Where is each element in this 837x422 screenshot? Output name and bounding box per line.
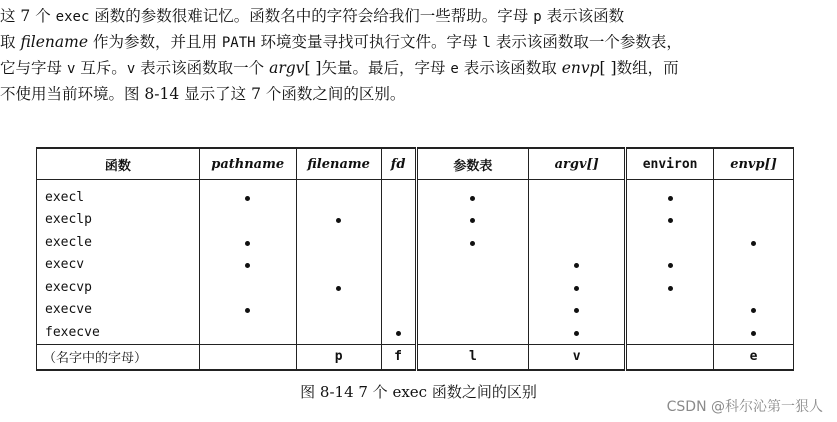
mark-cell xyxy=(529,276,626,299)
mark-cell xyxy=(381,321,416,344)
bullet-dot xyxy=(668,263,673,268)
text: 它与字母 xyxy=(0,59,67,77)
mark-cell xyxy=(381,231,416,254)
code-path: PATH xyxy=(221,35,256,51)
bullet-dot xyxy=(574,308,579,313)
footer-cell: f xyxy=(381,344,416,370)
header-function: 函数 xyxy=(37,148,200,180)
mark-cell xyxy=(296,209,381,232)
code-letter-e: e xyxy=(450,61,459,77)
footer-cell: e xyxy=(714,344,794,370)
function-name: execl xyxy=(37,180,200,209)
mark-cell xyxy=(199,299,296,322)
bullet-dot xyxy=(470,218,475,223)
header-environ: environ xyxy=(626,148,714,180)
mark-cell xyxy=(199,231,296,254)
function-name: fexecve xyxy=(37,321,200,344)
mark-cell xyxy=(416,231,529,254)
bullet-dot xyxy=(668,218,673,223)
bullet-dot xyxy=(336,286,341,291)
mark-cell xyxy=(626,254,714,277)
mark-cell xyxy=(714,276,794,299)
term-filename: filename xyxy=(20,33,89,51)
function-name: execvp xyxy=(37,276,200,299)
text: [ ]数组，而 xyxy=(599,59,679,77)
mark-cell xyxy=(296,299,381,322)
code-letter-l: l xyxy=(482,35,491,51)
bullet-dot xyxy=(336,218,341,223)
mark-cell xyxy=(296,254,381,277)
mark-cell xyxy=(381,180,416,209)
text: 环境变量寻找可执行文件。字母 xyxy=(255,33,483,51)
mark-cell xyxy=(714,299,794,322)
watermark: CSDN @科尔沁第一狠人 xyxy=(666,399,823,415)
mark-cell xyxy=(529,321,626,344)
text: 表示该函数取 xyxy=(458,59,562,77)
figure-caption: 图 8-14 7 个 exec 函数之间的区别 xyxy=(300,383,537,401)
mark-cell xyxy=(714,231,794,254)
mark-cell xyxy=(296,180,381,209)
mark-cell xyxy=(296,276,381,299)
table-body xyxy=(37,180,794,345)
mark-cell xyxy=(199,209,296,232)
bullet-dot xyxy=(470,241,475,246)
mark-cell xyxy=(529,254,626,277)
mark-cell xyxy=(529,299,626,322)
mark-cell xyxy=(529,180,626,209)
footer-cell: l xyxy=(416,344,529,370)
text: 作为参数，并且用 xyxy=(88,33,222,51)
bullet-dot xyxy=(751,308,756,313)
footer-cell xyxy=(626,344,714,370)
mark-cell xyxy=(296,231,381,254)
mark-cell xyxy=(381,299,416,322)
header-arg-list: 参数表 xyxy=(416,148,529,180)
header-fd: fd xyxy=(381,148,416,180)
mark-cell xyxy=(626,180,714,209)
mark-cell xyxy=(416,254,529,277)
bullet-dot xyxy=(574,286,579,291)
mark-cell xyxy=(199,321,296,344)
bullet-dot xyxy=(396,331,401,336)
mark-cell xyxy=(529,209,626,232)
bullet-dot xyxy=(668,196,673,201)
bullet-dot xyxy=(245,263,250,268)
code-exec: exec xyxy=(55,9,90,25)
text: 表示该函数取一个 xyxy=(135,59,270,77)
body-paragraph xyxy=(0,4,830,107)
mark-cell xyxy=(714,321,794,344)
mark-cell xyxy=(529,231,626,254)
mark-cell xyxy=(626,209,714,232)
mark-cell xyxy=(416,321,529,344)
term-argv: argv xyxy=(269,59,305,77)
footer-cell: v xyxy=(529,344,626,370)
bullet-dot xyxy=(668,286,673,291)
code-letter-p: p xyxy=(533,9,542,25)
table-row xyxy=(37,299,794,322)
table-row xyxy=(37,321,794,344)
mark-cell xyxy=(416,299,529,322)
bullet-dot xyxy=(245,308,250,313)
header-argv: argv[] xyxy=(529,148,626,180)
mark-cell xyxy=(296,321,381,344)
mark-cell xyxy=(714,209,794,232)
mark-cell xyxy=(626,276,714,299)
text: 取 xyxy=(0,33,21,51)
bullet-dot xyxy=(751,241,756,246)
mark-cell xyxy=(714,180,794,209)
table-footer-row xyxy=(37,344,794,370)
mark-cell xyxy=(199,276,296,299)
bullet-dot xyxy=(245,196,250,201)
code-letter-v: v xyxy=(66,61,76,77)
bullet-dot xyxy=(751,331,756,336)
paragraph-line-3 xyxy=(0,56,830,82)
text: [ ]矢量。最后，字母 xyxy=(304,59,451,77)
code-letter-v: v xyxy=(126,61,136,77)
mark-cell xyxy=(416,180,529,209)
mark-cell xyxy=(626,299,714,322)
mark-cell xyxy=(714,254,794,277)
text: 表示该函数 xyxy=(541,7,625,25)
footer-cell: p xyxy=(296,344,381,370)
term-envp: envp xyxy=(561,59,600,77)
table-row xyxy=(37,276,794,299)
footer-cell xyxy=(199,344,296,370)
text: 函数的参数很难记忆。函数名中的字符会给我们一些帮助。字母 xyxy=(89,7,534,25)
function-name: execle xyxy=(37,231,200,254)
mark-cell xyxy=(381,254,416,277)
bullet-dot xyxy=(245,241,250,246)
function-name: execv xyxy=(37,254,200,277)
mark-cell xyxy=(381,209,416,232)
table-row xyxy=(37,254,794,277)
mark-cell xyxy=(416,276,529,299)
mark-cell xyxy=(416,209,529,232)
table-header-row xyxy=(37,148,794,180)
text: 互斥。 xyxy=(75,59,127,77)
bullet-dot xyxy=(574,263,579,268)
mark-cell xyxy=(626,231,714,254)
header-envp: envp[] xyxy=(714,148,794,180)
mark-cell xyxy=(381,276,416,299)
mark-cell xyxy=(199,254,296,277)
table-row xyxy=(37,231,794,254)
header-pathname: pathname xyxy=(199,148,296,180)
paragraph-line-4: 不使用当前环境。图 8-14 显示了这 7 个函数之间的区别。 xyxy=(0,85,406,103)
table-row xyxy=(37,209,794,232)
paragraph-line-2 xyxy=(0,30,830,56)
mark-cell xyxy=(626,321,714,344)
mark-cell xyxy=(199,180,296,209)
footer-cell: （名字中的字母） xyxy=(37,344,200,370)
function-name: execlp xyxy=(37,209,200,232)
paragraph-line-1 xyxy=(0,4,830,30)
text: 表示该函数取一个参数表， xyxy=(490,33,682,51)
text: 这 7 个 xyxy=(0,7,56,25)
exec-comparison-table xyxy=(36,147,794,371)
bullet-dot xyxy=(574,331,579,336)
table-row xyxy=(37,180,794,209)
header-filename: filename xyxy=(296,148,381,180)
function-name: execve xyxy=(37,299,200,322)
bullet-dot xyxy=(470,196,475,201)
